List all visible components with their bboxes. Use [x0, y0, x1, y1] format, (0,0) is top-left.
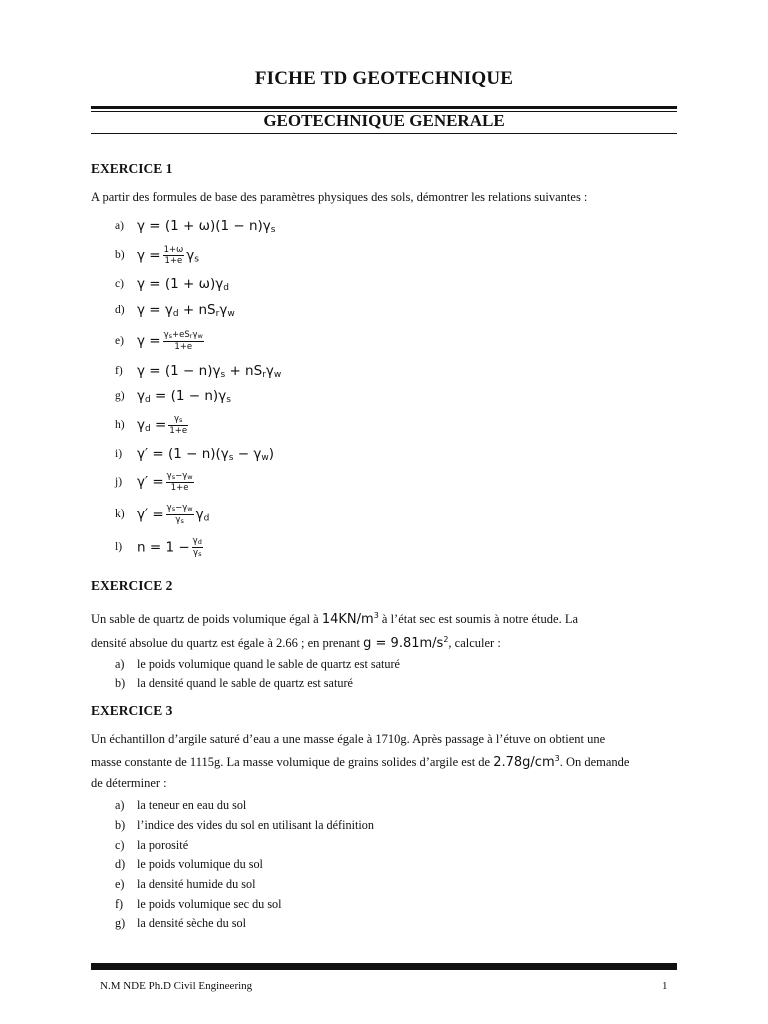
- equation-body: γ = $\frac{\gamma_s+eS_r\gamma_w}{1+e}$: [137, 330, 203, 352]
- equation-b: [115, 244, 199, 266]
- equation-label: d): [115, 304, 125, 316]
- equation-g: [115, 385, 231, 407]
- page-number: 1: [662, 980, 668, 992]
- equation-body: γ′ = $\frac{\gamma_s-\gamma_w}{\gamma_s}$ $\gamma_d$: [137, 502, 210, 525]
- equation-e: [115, 330, 206, 352]
- equation-label: a): [115, 220, 124, 232]
- equation-k: [115, 503, 209, 525]
- subtitle-underline: [91, 133, 677, 134]
- title-divider-thick: [91, 106, 677, 109]
- equation-body: $\gamma = (1 + \omega)\gamma_d$: [137, 275, 229, 293]
- equation-a: [115, 215, 275, 237]
- footer-divider: [91, 963, 677, 970]
- exercice-3-item: c) la porosité: [115, 838, 189, 852]
- equation-label: l): [115, 541, 123, 553]
- exercice-3-heading: EXERCICE 3: [91, 703, 173, 718]
- footer-author: N.M NDE Ph.D Civil Engineering: [100, 980, 253, 992]
- exercice-3-statement: Un échantillon d’argile saturé d’eau a une masse égale à 1710g. Après passage à l’étuve on obtient une masse constante de 1115g. La masse volumique de grains solides d’argile est de $2.78g/cm^3$. On demande de déterminer :: [91, 732, 630, 790]
- equation-body: n = 1 − $\frac{\gamma_d}{\gamma_s}$: [137, 535, 202, 558]
- equation-d: [115, 299, 235, 321]
- exercice-1-intro: A partir des formules de base des paramètres physiques des sols, démontrer les relations suivantes :: [91, 190, 588, 204]
- exercice-3-item: e) la densité humide du sol: [115, 877, 256, 891]
- equation-body: $\gamma_d$ = $\frac{\gamma_s}{1+e}$: [137, 414, 188, 436]
- exercice-2-item: b) la densité quand le sable de quartz est saturé: [115, 676, 353, 690]
- equation-label: h): [115, 419, 125, 431]
- equation-f: [115, 360, 281, 382]
- exercice-3-item: a) la teneur en eau du sol: [115, 798, 247, 812]
- exercice-1-heading: EXERCICE 1: [91, 161, 173, 176]
- equation-l: [115, 536, 205, 558]
- equation-label: g): [115, 390, 125, 402]
- exercice-3-item: g) la densité sèche du sol: [115, 916, 246, 930]
- equation-body: γ = $\frac{1+\omega}{1+e}$ $\gamma_s$: [137, 244, 199, 266]
- exercice-3-item: f) le poids volumique sec du sol: [115, 897, 282, 911]
- equation-label: i): [115, 448, 123, 460]
- equation-body: $\gamma' = (1 - n)(\gamma_s - \gamma_w)$: [137, 445, 275, 463]
- equation-body: $\gamma = (1 + \omega)(1 - n)\gamma_s$: [137, 217, 276, 235]
- document-title: FICHE TD GEOTECHNIQUE: [254, 68, 514, 89]
- equation-body: $\gamma = \gamma_d + nS_r\gamma_w$: [137, 301, 235, 319]
- equation-body: $\gamma = (1 - n)\gamma_s + nS_r\gamma_w$: [137, 362, 282, 380]
- equation-c: [115, 273, 229, 295]
- equation-label: b): [115, 249, 125, 261]
- exercice-3-item: b) l’indice des vides du sol en utilisant la définition: [115, 818, 374, 832]
- exercice-2-heading: EXERCICE 2: [91, 578, 173, 593]
- equation-i: [115, 443, 274, 465]
- exercice-2-item: a) le poids volumique quand le sable de quartz est saturé: [115, 657, 400, 671]
- equation-body: γ′ = $\frac{\gamma_s-\gamma_w}{1+e}$: [137, 471, 193, 493]
- document-subtitle: GEOTECHNIQUE GENERALE: [263, 111, 505, 130]
- equation-h: [115, 414, 190, 436]
- equation-label: c): [115, 278, 124, 290]
- equation-label: e): [115, 335, 124, 347]
- equation-body: $\gamma_d = (1 - n)\gamma_s$: [137, 387, 231, 405]
- equation-label: f): [115, 365, 123, 377]
- equation-label: k): [115, 508, 125, 520]
- equation-j: [115, 471, 196, 493]
- exercice-3-item: d) le poids volumique du sol: [115, 857, 263, 871]
- exercice-2-statement: Un sable de quartz de poids volumique égal à $14KN/m^3$ à l’état sec est soumis à notre étude. La densité absolue du quartz est égale à 2.66 ; en prenant $g = 9.81m/s^2$, calculer :: [91, 611, 579, 651]
- equation-label: j): [115, 476, 123, 488]
